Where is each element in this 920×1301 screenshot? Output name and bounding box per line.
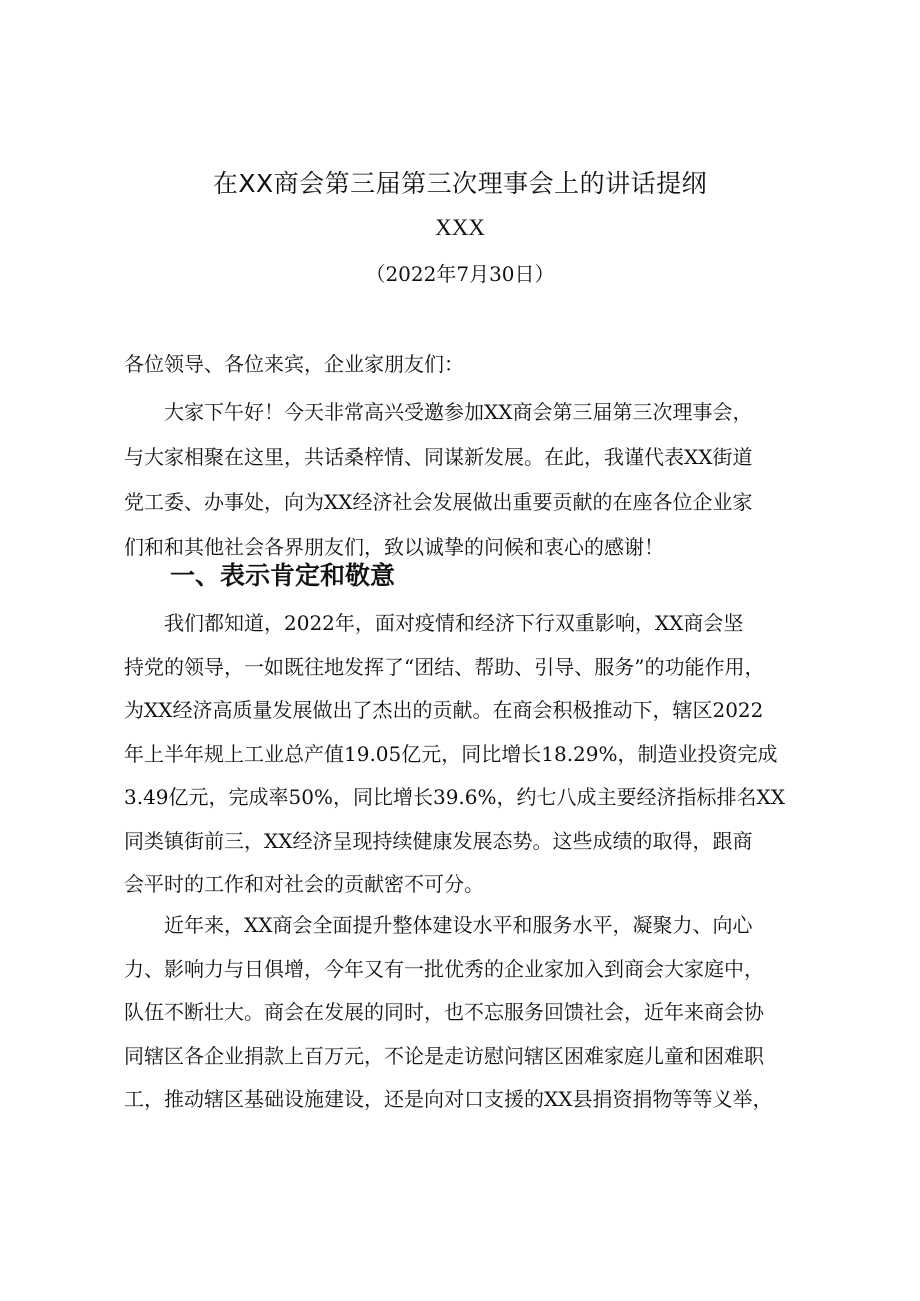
- paragraph-3: [124, 904, 799, 1122]
- document-date: （2022年7月30日）: [365, 262, 555, 286]
- paragraph-line: 我们都知道，2022年，面对疫情和经济下行双重影响，XX商会坚: [124, 611, 744, 635]
- paragraph-line: 工，推动辖区基础设施建设，还是向对口支援的XX县捐资捐物等等义举，: [124, 1087, 773, 1111]
- paragraph-1: [124, 390, 799, 570]
- paragraph-line: 近年来，XX商会全面提升整体建设水平和服务水平，凝聚力、向心: [124, 913, 753, 937]
- paragraph-line: 大家下午好！今天非常高兴受邀参加XX商会第三届第三次理事会，: [124, 400, 753, 424]
- paragraph-line: 同类镇街前三，XX经济呈现持续健康发展态势。这些成绩的取得，跟商: [124, 828, 753, 853]
- paragraph-line: 力、影响力与日俱增，今年又有一批优秀的企业家加入到商会大家庭中，: [124, 956, 764, 981]
- paragraph-line: 与大家相聚在这里，共话桑梓情、同谋新发展。在此，我谨代表XX街道: [124, 445, 753, 469]
- paragraph-line: 3.49亿元，完成率50%，同比增长39.6%，约七八成主要经济指标排名XX: [124, 785, 785, 809]
- paragraph-line: 队伍不断壮大。商会在发展的同时，也不忘服务回馈社会，近年来商会协: [124, 1000, 764, 1024]
- paragraph-line: 同辖区各企业捐款上百万元，不论是走访慰问辖区困难家庭儿童和困难职: [124, 1043, 764, 1068]
- paragraph-line: 年上半年规上工业总产值19.05亿元，同比增长18.29%，制造业投资完成: [124, 741, 778, 766]
- paragraph-line: 持党的领导，一如既往地发挥了“团结、帮助、引导、服务”的功能作用，: [124, 654, 765, 679]
- paragraph-2: [124, 602, 799, 907]
- paragraph-line: 党工委、办事处，向为XX经济社会发展做出重要贡献的在座各位企业家: [124, 490, 753, 514]
- salutation: 各位领导、各位来宾，企业家朋友们：: [124, 352, 464, 376]
- document-title: 在XX商会第三届第三次理事会上的讲话提纲: [212, 169, 708, 198]
- paragraph-line: 们和和其他社会各界朋友们，致以诚挚的问候和衷心的感谢！: [124, 535, 664, 559]
- section-heading: 一、表示肯定和敬意: [170, 561, 396, 590]
- paragraph-line: 为XX经济高质量发展做出了杰出的贡献。在商会积极推动下，辖区2022: [124, 698, 764, 722]
- paragraph-line: 会平时的工作和对社会的贡献密不可分。: [124, 872, 484, 896]
- document-author: XXX: [435, 215, 485, 240]
